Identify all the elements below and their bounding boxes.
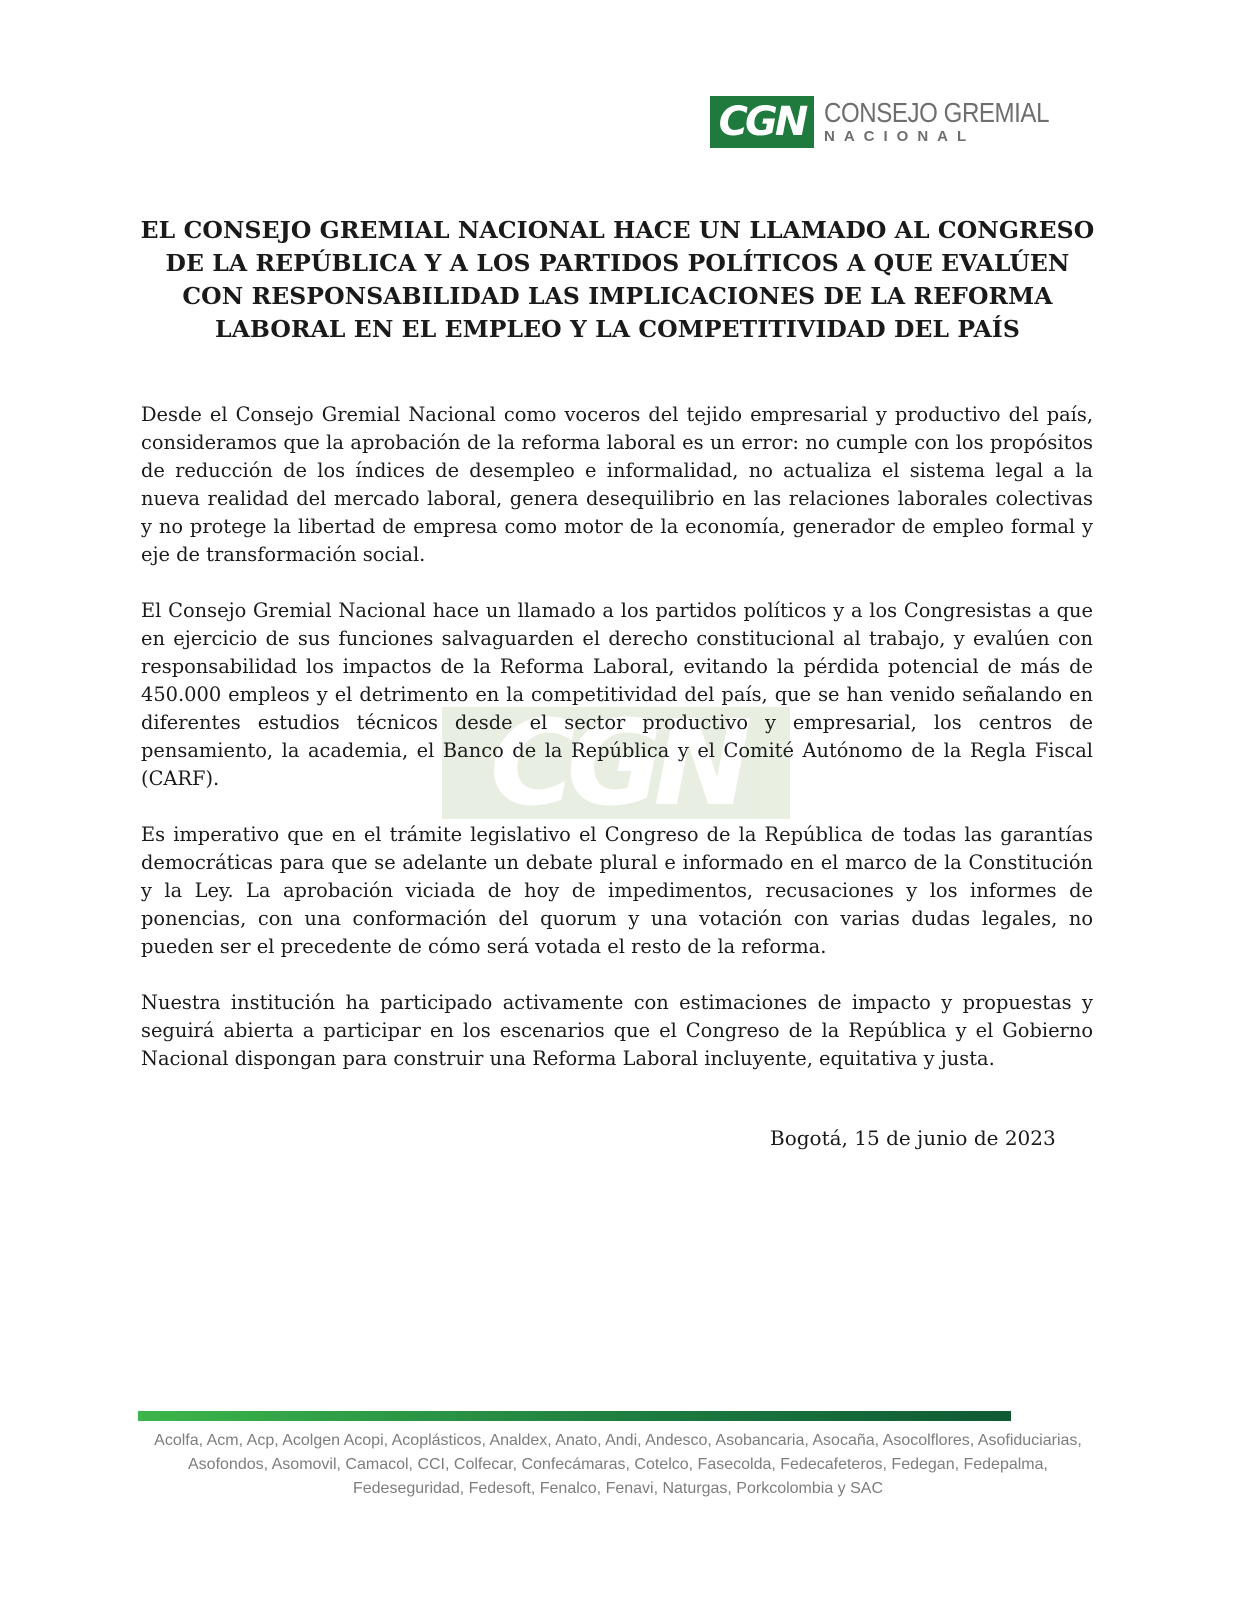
watermark-logo: CGN: [442, 707, 790, 819]
paragraph-3: Es imperativo que en el trámite legislativo el Congreso de la República de todas las garantías democráticas para que se adelante un debate plural e informado en el marco de la Constitución y la Ley. La aprobación viciada de hoy de impedimentos, recusaciones y los informes de ponencias, con una conformación del quorum y una votación con varias dudas legales, no pueden ser el precedente de cómo será votada el resto de la reforma.: [141, 823, 1093, 958]
paragraph-2: El Consejo Gremial Nacional hace un llamado a los partidos políticos y a los Congresistas a que en ejercicio de sus funciones salvaguarden el derecho constitucional al trabajo, y evalúen con responsabilidad los impactos de la Reforma Laboral, evitando la pérdida potencial de más de 450.000 empleos y el detrimento en la competitividad del país, que se han venido señalando en diferentes estudios técnicos desde el sector productivo y empresarial, los centros de pensamiento, la academia, el Banco de la República y el Comité Autónomo de la Regla Fiscal (CARF).: [141, 599, 1093, 790]
footer-member-list: Acolfa, Acm, Acp, Acolgen Acopi, Acoplásticos, Analdex, Anato, Andi, Andesco, Asobancaria, Asocaña, Asocolflores, Asofiduciarias, Asofondos, Asomovil, Camacol, CCI, Colfecar, Confecámaras, Cotelco, Fasecolda, Fedecafeteros, Fedegan, Fedepalma, Fedeseguridad, Fedesoft, Fenalco, Fenavi, Naturgas, Porkcolombia y SAC: [154, 1432, 1082, 1497]
document-date: Bogotá, 15 de junio de 2023: [770, 1126, 1056, 1150]
document-body: [141, 401, 1093, 1101]
document-title: EL CONSEJO GREMIAL NACIONAL HACE UN LLAMADO AL CONGRESO DE LA REPÚBLICA Y A LOS PARTIDOS POLÍTICOS A QUE EVALÚEN CON RESPONSABILIDAD LAS IMPLICACIONES DE LA REFORMA LABORAL EN EL EMPLEO Y LA COMPETITIVIDAD DEL PAÍS: [140, 216, 1095, 343]
logo-line-1: CONSEJO GREMIAL: [824, 97, 1050, 128]
logo-line-2: NACIONAL: [824, 128, 976, 145]
paragraph-1: Desde el Consejo Gremial Nacional como voceros del tejido empresarial y productivo del país, consideramos que la aprobación de la reforma laboral es un error: no cumple con los propósitos de reducción de los índices de desempleo e informalidad, no actualiza el sistema legal a la nueva realidad del mercado laboral, genera desequilibrio en las relaciones laborales colectivas y no protege la libertad de empresa como motor de la economía, generador de empleo formal y eje de transformación social.: [141, 403, 1093, 566]
logo-mark: CGN: [710, 96, 814, 148]
footer-divider: [138, 1411, 1011, 1421]
paragraph-4: Nuestra institución ha participado activamente con estimaciones de impacto y propuestas y seguirá abierta a participar en los escenarios que el Congreso de la República y el Gobierno Nacional dispongan para construir una Reforma Laboral incluyente, equitativa y justa.: [141, 991, 1093, 1070]
cgn-logo: [710, 96, 1086, 148]
logo-wordmark: [824, 98, 1086, 146]
